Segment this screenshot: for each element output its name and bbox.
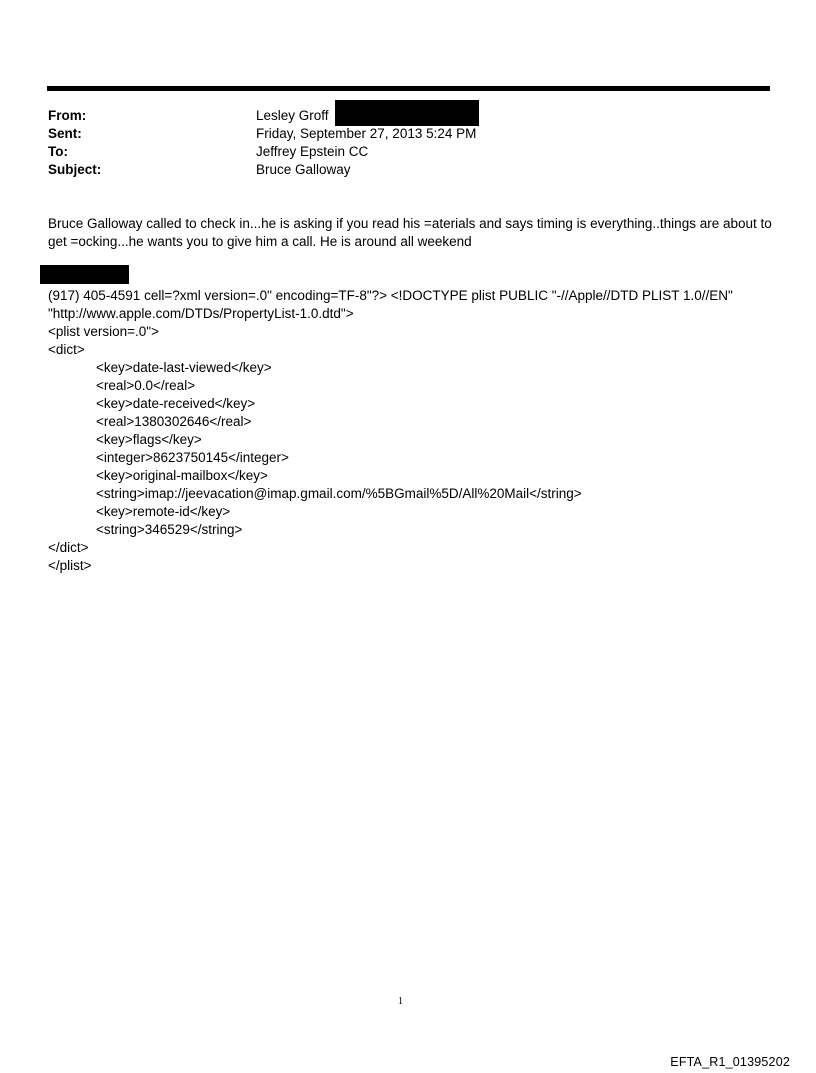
plist-line: (917) 405-4591 cell=?xml version=.0" encoding=TF-8"?> <!DOCTYPE plist PUBLIC "-//Apple//DTD PLIST 1.0//EN" — [48, 288, 733, 303]
from-value: Lesley Groff — [256, 108, 329, 123]
plist-metadata-block — [48, 287, 773, 575]
subject-row — [48, 161, 768, 179]
plist-line: <integer>8623750145</integer> — [96, 450, 289, 465]
message-body: Bruce Galloway called to check in...he is asking if you read his =aterials and says timing is everything..things are about to get =ocking...he wants you to give him a call. He is around all weekend — [48, 216, 772, 249]
plist-line: </dict> — [48, 540, 89, 555]
plist-line: <plist version=.0"> — [48, 324, 159, 339]
to-value: Jeffrey Epstein CC — [256, 144, 369, 159]
from-row — [48, 107, 768, 125]
header-divider-rule — [47, 86, 770, 91]
page-number: 1 — [398, 996, 403, 1007]
sent-row — [48, 125, 768, 143]
from-value-container — [256, 107, 479, 125]
to-label: To: — [48, 144, 68, 159]
sent-label: Sent: — [48, 126, 82, 141]
plist-line: <string>imap://jeevacation@imap.gmail.com/%5BGmail%5D/All%20Mail</string> — [96, 486, 582, 501]
to-row — [48, 143, 768, 161]
plist-line: <dict> — [48, 342, 85, 357]
from-label: From: — [48, 108, 87, 123]
plist-line: "http://www.apple.com/DTDs/PropertyList-1.0.dtd"> — [48, 306, 354, 321]
plist-line: </plist> — [48, 558, 92, 573]
subject-value: Bruce Galloway — [256, 162, 351, 177]
plist-line: <key>date-received</key> — [96, 396, 256, 411]
plist-line: <key>remote-id</key> — [96, 504, 231, 519]
redaction-box-signature — [40, 265, 129, 284]
plist-line: <string>346529</string> — [96, 522, 243, 537]
email-header — [48, 107, 768, 179]
redaction-box-email — [335, 100, 479, 126]
sent-value: Friday, September 27, 2013 5:24 PM — [256, 126, 477, 141]
plist-line: <key>original-mailbox</key> — [96, 468, 268, 483]
plist-line: <key>date-last-viewed</key> — [96, 360, 272, 375]
document-id: EFTA_R1_01395202 — [670, 1055, 790, 1069]
subject-label: Subject: — [48, 162, 102, 177]
plist-line: <real>1380302646</real> — [96, 414, 252, 429]
plist-line: <key>flags</key> — [96, 432, 202, 447]
plist-line: <real>0.0</real> — [96, 378, 196, 393]
